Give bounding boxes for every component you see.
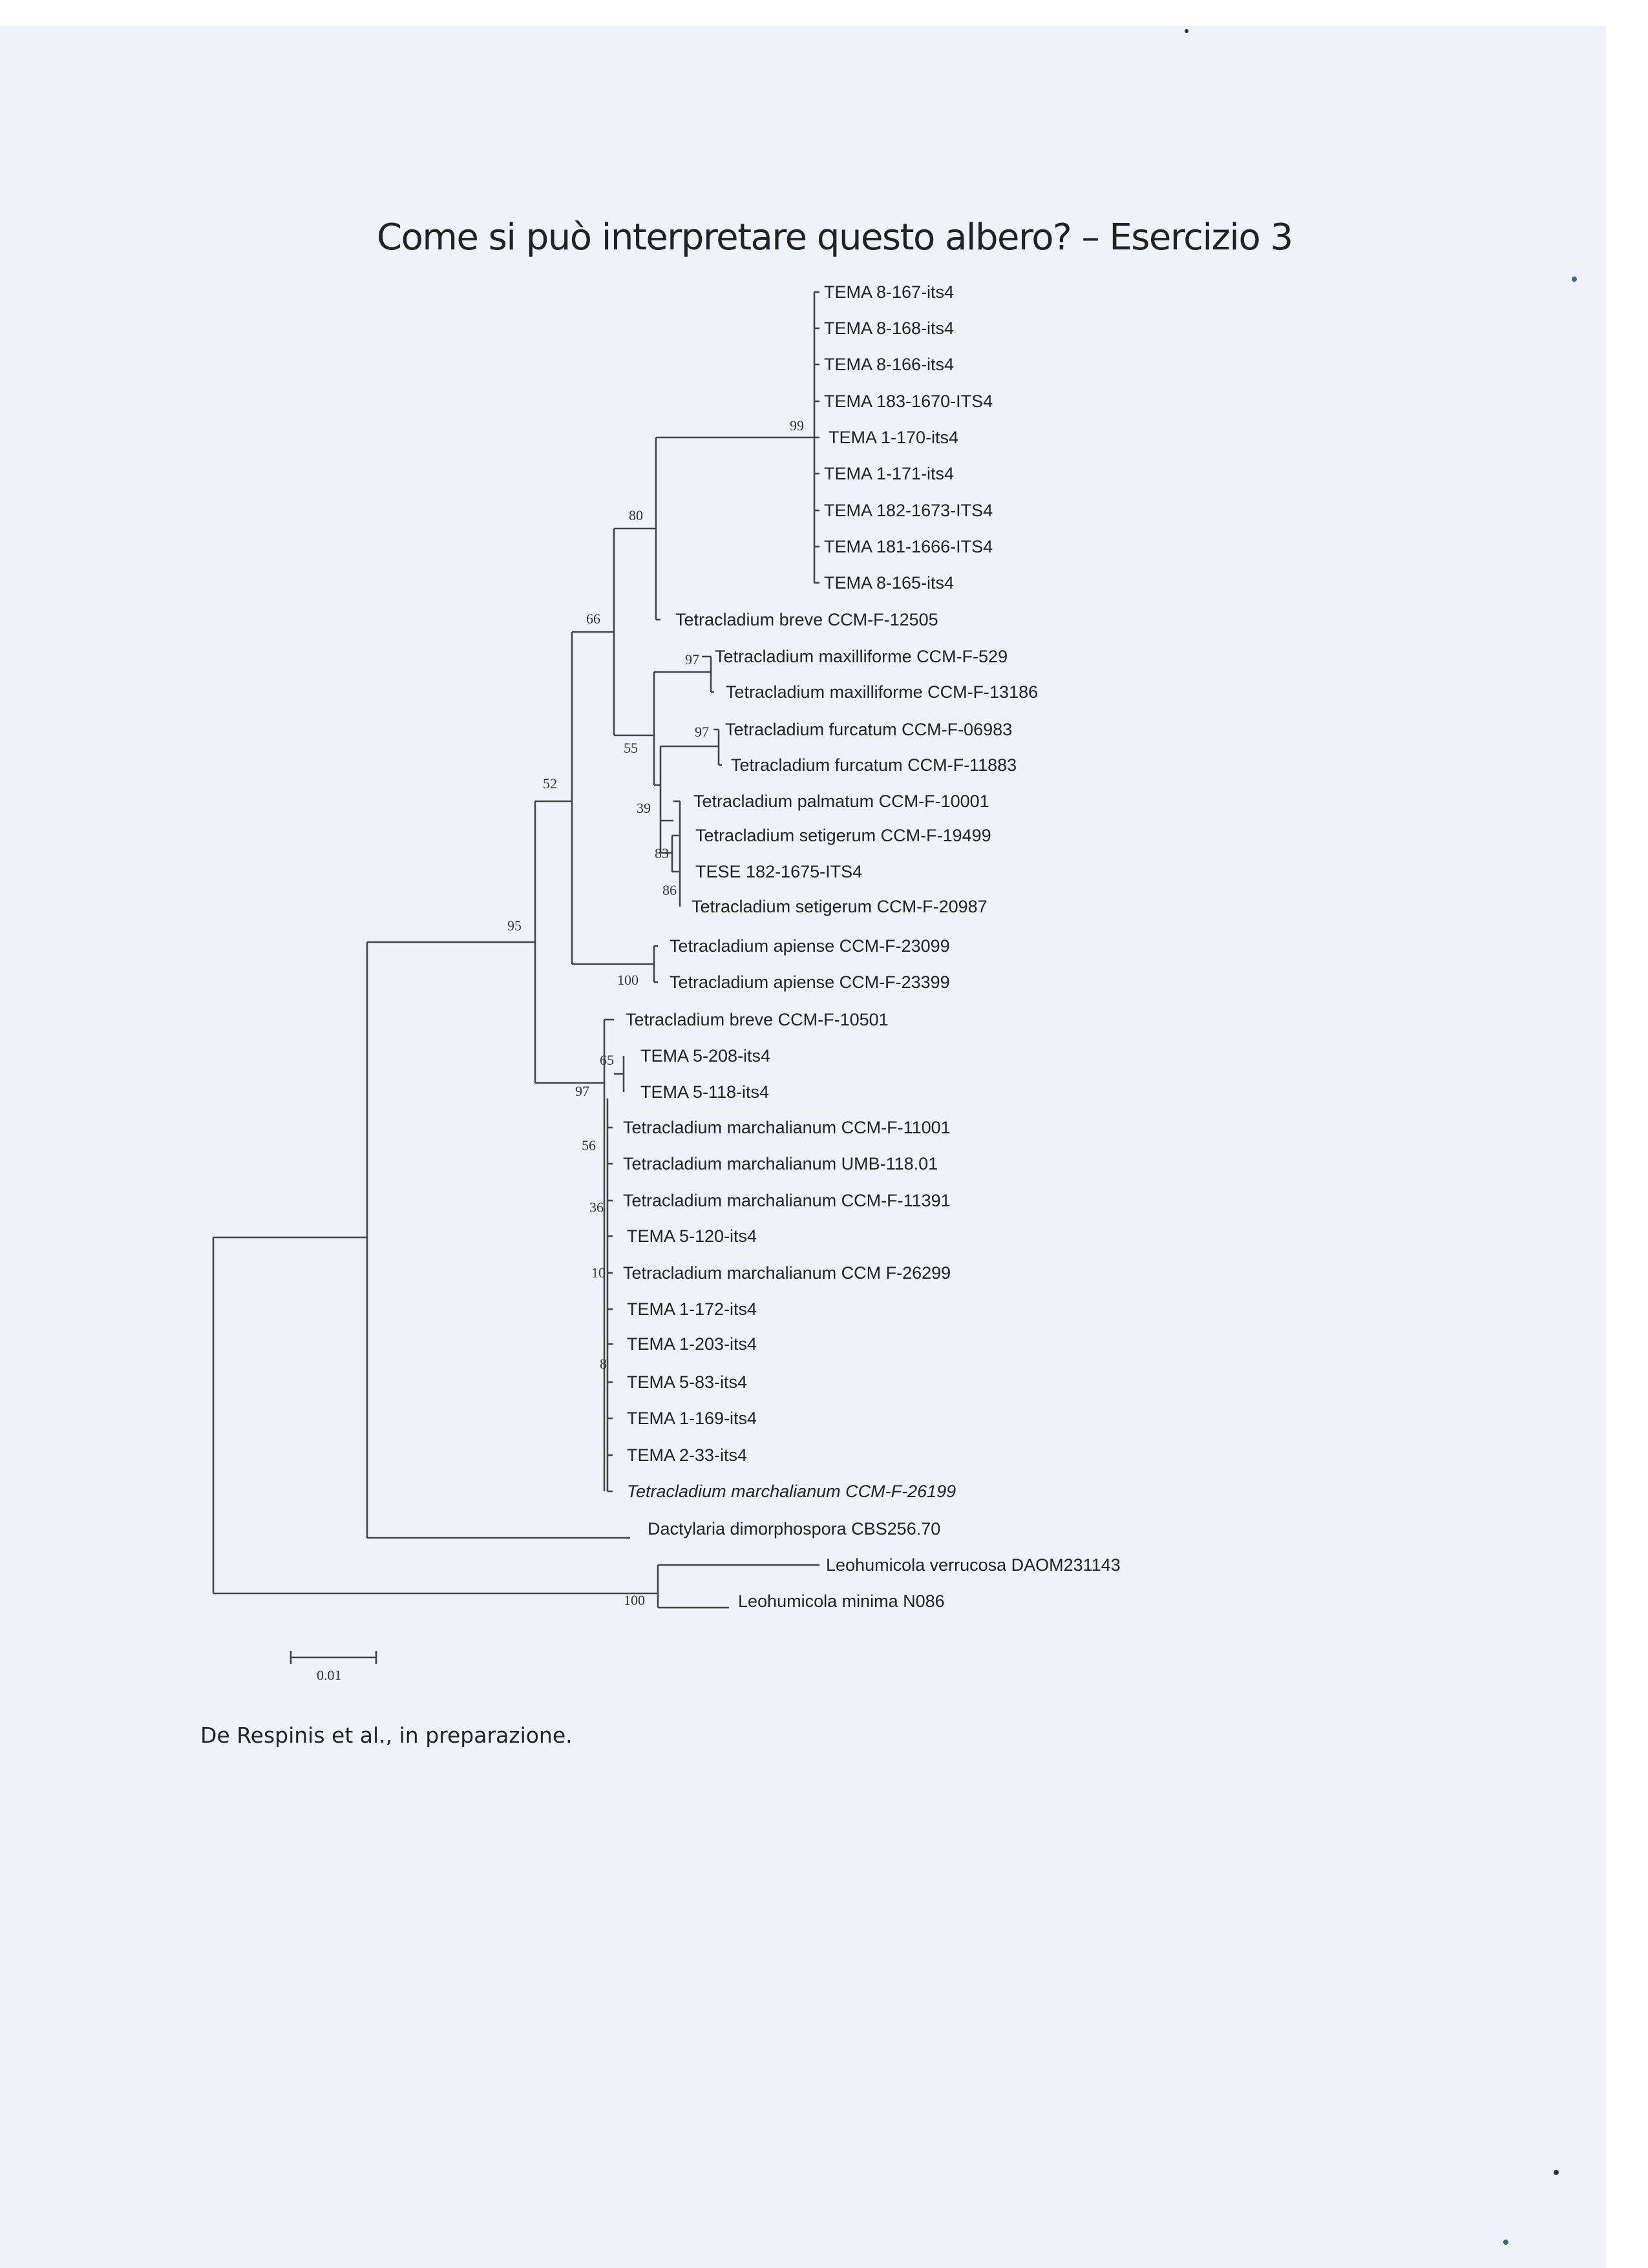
tree-leaf-label: TEMA 182-1673-ITS4 [824,501,993,520]
bootstrap-value: 55 [624,740,638,756]
bootstrap-value: 86 [662,882,677,898]
tree-leaf-label: TEMA 5-83-its4 [627,1372,748,1392]
tree-leaf-label: TEMA 183-1670-ITS4 [824,392,993,411]
tree-leaf-label: Tetracladium maxilliforme CCM-F-13186 [726,682,1039,702]
tree-leaf-label: TEMA 5-118-its4 [640,1082,770,1102]
tree-leaf-label: Leohumicola verrucosa DAOM231143 [826,1555,1121,1575]
bootstrap-value: 56 [582,1137,596,1153]
tree-leaf-label: TEMA 1-169-its4 [627,1409,757,1428]
bootstrap-value: 97 [685,651,699,667]
leaf-branches-setigerum [672,835,680,872]
bootstrap-value: 39 [637,800,651,816]
bootstrap-value: 83 [655,845,669,861]
bootstrap-value: 100 [617,972,639,988]
tree-leaf-label: Tetracladium breve CCM-F-12505 [675,610,938,629]
bootstrap-value: 66 [586,611,600,627]
tree-leaf-label: Dactylaria dimorphospora CBS256.70 [648,1519,941,1538]
tree-leaf-label: TEMA 8-168-its4 [824,319,955,338]
tree-leaf-label: TEMA 1-203-its4 [627,1334,757,1354]
bootstrap-value: 52 [543,775,557,792]
tree-leaf-label: Tetracladium furcatum CCM-F-11883 [731,755,1017,775]
tree-leaf-label: Tetracladium marchalianum CCM F-26299 [623,1263,951,1283]
tree-leaf-label: TEMA 5-208-its4 [640,1046,771,1066]
tree-leaf-label: TEMA 8-165-its4 [824,573,955,593]
bootstrap-value: 10 [591,1265,606,1281]
tree-leaf-label: Tetracladium setigerum CCM-F-20987 [692,897,988,916]
tree-leaf-label: Tetracladium setigerum CCM-F-19499 [695,826,991,845]
tree-leaf-label: TEMA 181-1666-ITS4 [824,537,993,556]
tree-leaf-label: TEMA 5-120-its4 [627,1226,757,1246]
tree-leaf-label: Tetracladium furcatum CCM-F-06983 [725,720,1013,739]
tree-leaf-label: Tetracladium marchalianum CCM-F-11001 [623,1118,951,1137]
tree-leaf-label: TESE 182-1675-ITS4 [695,862,863,881]
tree-leaf-label: TEMA 2-33-its4 [627,1445,748,1465]
tree-leaf-label: TEMA 1-170-its4 [829,428,959,447]
tree-leaf-label: Tetracladium apiense CCM-F-23399 [670,972,950,992]
tree-leaf-label: Tetracladium marchalianum UMB-118.01 [623,1154,938,1173]
tree-leaf-label: TEMA 1-171-its4 [824,464,955,483]
tree-leaf-label: TEMA 8-167-its4 [824,282,955,302]
bootstrap-value: 99 [790,417,804,434]
bootstrap-value: 97 [575,1083,589,1099]
leaf-branches-maxilliforme [702,656,714,692]
tree-leaf-label: Tetracladium breve CCM-F-10501 [626,1010,889,1029]
page-title: Come si può interpretare questo albero? – Esercizio 3 [377,216,1293,258]
tree-leaf-label: Tetracladium marchalianum CCM-F-26199 [627,1482,956,1501]
scan-specks [1185,29,1577,2245]
tree-leaf-label: TEMA 8-166-its4 [824,355,955,374]
citation: De Respinis et al., in preparazione. [200,1723,573,1748]
tree-leaf-label: Leohumicola minima N086 [738,1591,945,1611]
tree-leaf-label: Tetracladium palmatum CCM-F-10001 [693,792,989,811]
tree-leaf-labels [623,282,1121,1611]
bootstrap-value: 80 [629,507,643,523]
scale-bar-label: 0.01 [317,1667,342,1683]
bootstrap-value: 97 [695,724,709,740]
leaf-branches-furcatum [713,730,722,765]
tree-leaf-label: TEMA 1-172-its4 [627,1299,757,1319]
bootstrap-value: 65 [600,1052,614,1068]
bootstrap-value: 36 [589,1199,604,1215]
bootstrap-value: 95 [507,918,522,934]
tree-leaf-label: Tetracladium maxilliforme CCM-F-529 [715,647,1008,666]
scale-bar-line [291,1651,376,1664]
bootstrap-value: 100 [624,1592,645,1608]
tree-leaf-label: Tetracladium marchalianum CCM-F-11391 [623,1191,951,1210]
scale-bar [291,1651,376,1683]
bootstrap-value: 8 [600,1356,607,1372]
tree-leaf-label: Tetracladium apiense CCM-F-23099 [670,936,950,956]
